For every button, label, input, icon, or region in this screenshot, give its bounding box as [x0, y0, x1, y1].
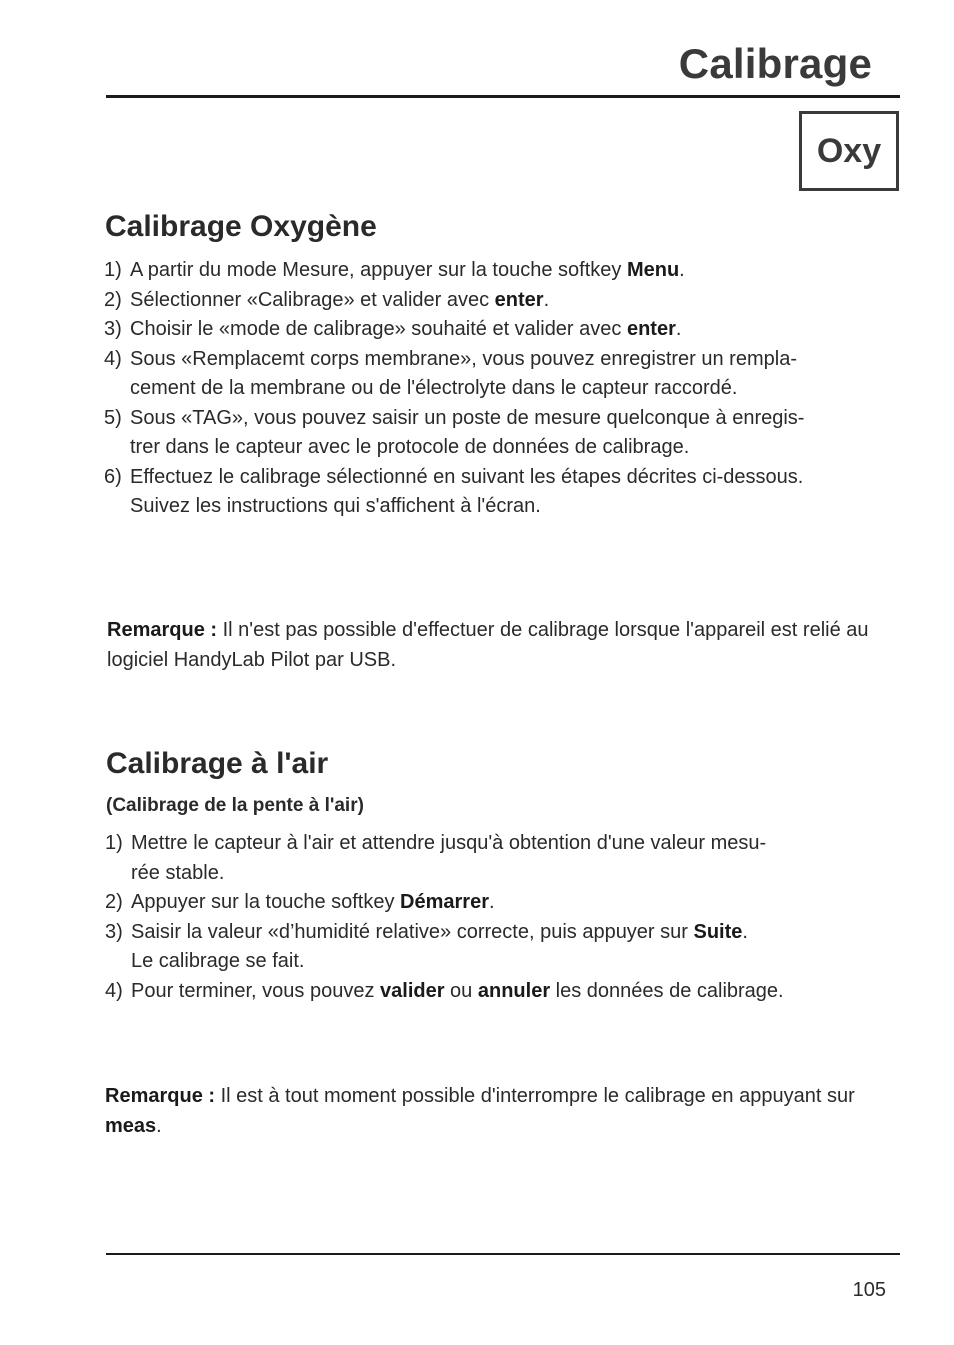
step-text: A partir du mode Mesure, appuyer sur la touche softkey Menu.: [130, 259, 685, 281]
step-text: Sous «Remplacemt corps membrane», vous pouvez enregistrer un rempla- cement de la membrane ou de l'électrolyte dans le capteur raccordé.: [130, 347, 797, 399]
step-number: 4): [104, 347, 122, 370]
step-number: 5): [104, 406, 122, 429]
step-text: Sous «TAG», vous pouvez saisir un poste de mesure quelconque à enregis- trer dans le capteur avec le protocole de données de calibrage.: [130, 406, 805, 458]
softkey-label: valider: [380, 979, 445, 1002]
key-label: meas: [105, 1114, 157, 1137]
step-number: 1): [105, 832, 123, 854]
softkey-label: Menu: [626, 259, 680, 281]
section-subheading-air: (Calibrage de la pente à l'air): [106, 795, 364, 816]
step-number: 1): [104, 259, 122, 281]
softkey-label: annuler: [477, 979, 551, 1002]
key-label: enter: [626, 318, 676, 340]
step-text: Appuyer sur la touche softkey Démarrer.: [131, 891, 495, 913]
list-item: [105, 918, 905, 977]
section-badge: Oxy: [799, 111, 899, 191]
note-label: Remarque :: [107, 619, 218, 641]
list-item: [104, 345, 904, 404]
softkey-label: Démarrer: [400, 891, 489, 913]
softkey-label: Suite: [693, 920, 743, 943]
step-text: Mettre le capteur à l'air et attendre jusqu'à obtention d'une valeur mesu- rée stable.: [131, 832, 767, 884]
step-number: 2): [105, 891, 123, 913]
list-item: [104, 315, 904, 345]
note-usb: Remarque : Il n'est pas possible d'effectuer de calibrage lorsque l'appareil est relié au logiciel HandyLab Pilot par USB.: [107, 619, 869, 671]
section-heading-air: Calibrage à l'air: [106, 747, 329, 780]
key-label: enter: [494, 288, 544, 311]
oxygen-steps-list: [104, 256, 904, 522]
air-steps-list: [105, 829, 905, 1006]
note-label: Remarque :: [105, 1085, 216, 1107]
header-divider: [106, 95, 900, 98]
footer-divider: [106, 1253, 900, 1255]
list-item: [104, 404, 904, 463]
step-text: Effectuez le calibrage sélectionné en suivant les étapes décrites ci-dessous. Suivez les instructions qui s'affichent à l'écran.: [130, 465, 804, 517]
step-number: 3): [105, 920, 123, 943]
step-text: Saisir la valeur «d’humidité relative» correcte, puis appuyer sur Suite. Le calibrage se fait.: [131, 920, 748, 972]
step-text: Sélectionner «Calibrage» et valider avec enter.: [130, 288, 550, 311]
list-item: [105, 977, 905, 1007]
page-title: Calibrage: [678, 40, 872, 87]
step-number: 4): [105, 979, 123, 1002]
step-number: 6): [104, 465, 122, 488]
page-number: 105: [852, 1279, 886, 1301]
list-item: [105, 888, 905, 918]
list-item: [104, 463, 904, 522]
list-item: [105, 829, 905, 888]
step-number: 2): [104, 288, 122, 311]
list-item: [104, 286, 904, 316]
step-text: Choisir le «mode de calibrage» souhaité et valider avec enter.: [130, 318, 682, 340]
section-heading-oxygen: Calibrage Oxygène: [105, 210, 377, 243]
list-item: [104, 256, 904, 286]
note-interrupt: Remarque : Il est à tout moment possible d'interrompre le calibrage en appuyant sur meas.: [105, 1085, 855, 1137]
step-number: 3): [104, 318, 122, 340]
step-text: Pour terminer, vous pouvez valider ou annuler les données de calibrage.: [131, 979, 784, 1002]
